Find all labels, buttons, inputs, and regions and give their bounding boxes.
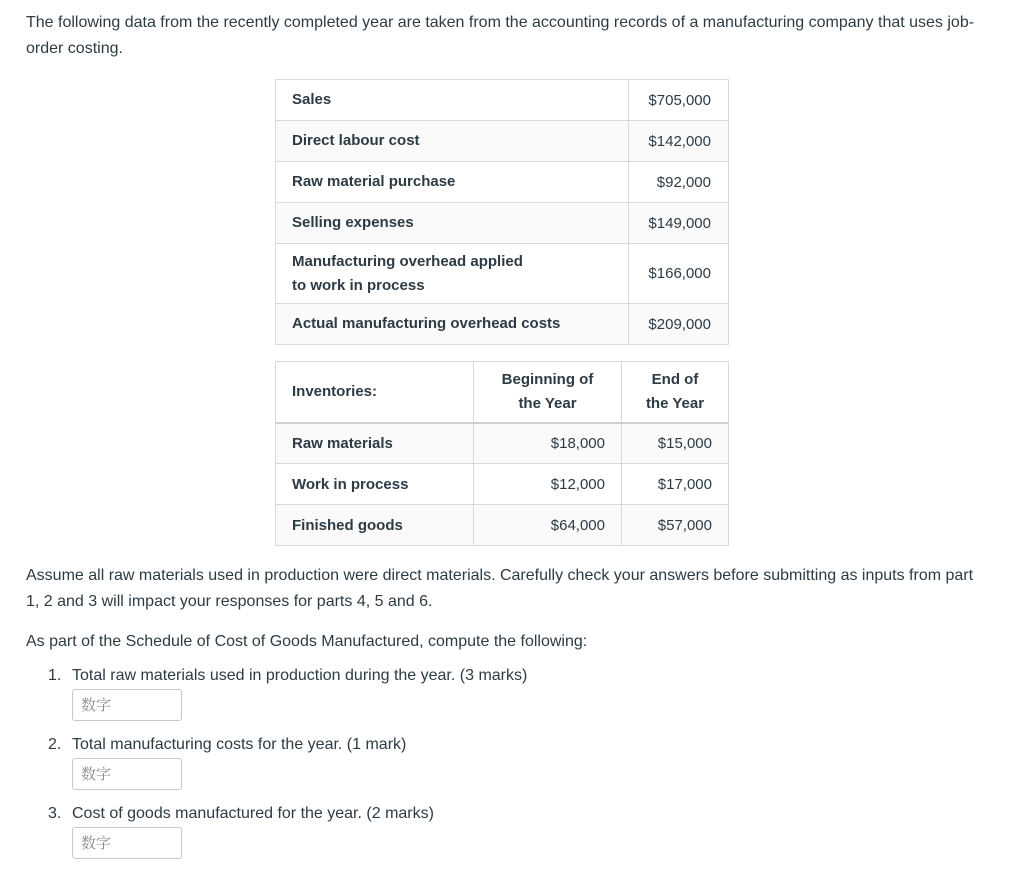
row-value: $142,000 [629,121,729,162]
inventory-end: $57,000 [622,505,729,546]
row-value: $149,000 [629,203,729,244]
answer-input-2[interactable] [72,758,182,790]
header-end [622,362,729,423]
header-beginning-line2: the Year [518,394,577,412]
header-end-line1: End of [651,370,699,388]
header-beginning [474,362,622,423]
question-number: 3. [48,805,62,822]
table-row [276,121,729,162]
table-row [276,244,729,304]
inventory-label: Work in process [276,464,474,505]
inventory-beginning: $64,000 [474,505,622,546]
question-text: Total manufacturing costs for the year. (1 mark) [72,736,407,753]
table-row [276,162,729,203]
question-text: Total raw materials used in production during the year. (3 marks) [72,667,528,684]
table-row [276,304,729,345]
table-header-row [276,362,729,423]
instruction-text: As part of the Schedule of Cost of Goods Manufactured, compute the following: [26,633,588,650]
table-row [276,80,729,121]
table-row [276,203,729,244]
header-end-line2: the Year [645,394,705,412]
row-value: $705,000 [629,80,729,121]
header-inventories: Inventories: [276,362,474,423]
intro-text: The following data from the recently completed year are taken from the accounting records of a manufacturing company that uses job-order costing. [26,14,975,57]
row-label-line2: to work in process [292,276,425,294]
row-label: Actual manufacturing overhead costs [276,304,629,345]
question-number: 1. [48,667,62,684]
row-value: $166,000 [629,244,729,304]
assumption-text: Assume all raw materials used in production were direct materials. Carefully check your answers before submitting as inputs from part 1, 2 and 3 will impact your responses for parts 4, 5 and 6. [26,567,974,610]
inventory-label: Finished goods [276,505,474,546]
row-label-line1: Manufacturing overhead applied [292,252,523,270]
row-label: Direct labour cost [276,121,629,162]
inventory-end: $17,000 [622,464,729,505]
answer-input-3[interactable] [72,827,182,859]
table-row [276,423,729,464]
inventory-end: $15,000 [622,423,729,464]
row-label [276,244,629,304]
question-text: Cost of goods manufactured for the year. (2 marks) [72,805,434,822]
cost-data-table [275,79,729,345]
row-label: Selling expenses [276,203,629,244]
row-label: Sales [276,80,629,121]
header-beginning-line1: Beginning of [501,370,594,388]
row-value: $209,000 [629,304,729,345]
question-number: 2. [48,736,62,753]
inventory-table [275,361,729,546]
row-label: Raw material purchase [276,162,629,203]
table-row [276,505,729,546]
inventory-beginning: $12,000 [474,464,622,505]
inventory-label: Raw materials [276,423,474,464]
table-row [276,464,729,505]
answer-input-1[interactable] [72,689,182,721]
inventory-beginning: $18,000 [474,423,622,464]
row-value: $92,000 [629,162,729,203]
